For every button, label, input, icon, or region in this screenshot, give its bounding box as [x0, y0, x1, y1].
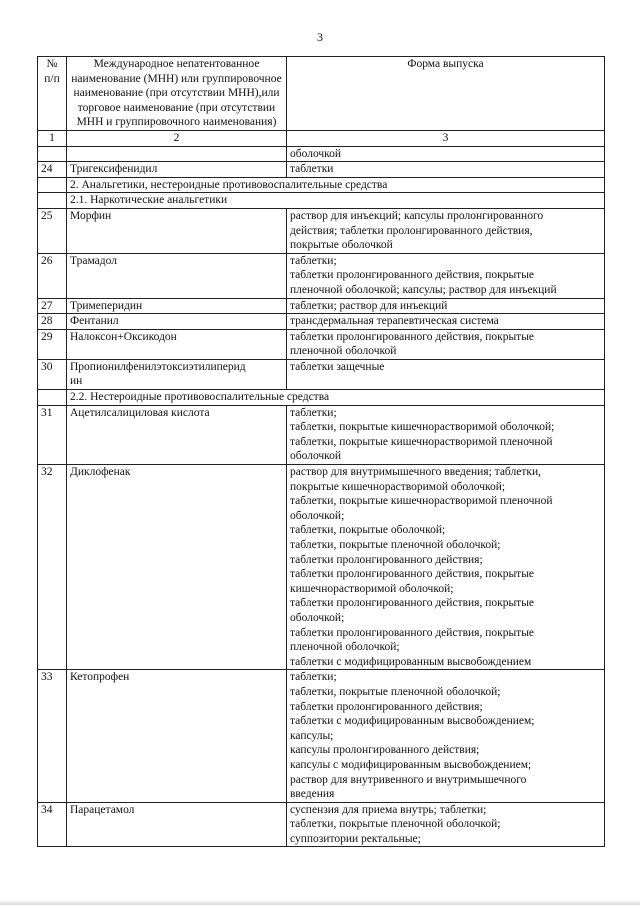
column-index-row — [38, 130, 605, 146]
release-form-line: таблетки с модифицированным высвобождением; — [290, 715, 535, 728]
drug-name: Ацетилсалициловая кислота — [67, 405, 287, 464]
row-number: 34 — [38, 802, 67, 847]
column-index: 3 — [287, 130, 605, 146]
table-row — [38, 670, 605, 802]
section-row — [38, 177, 605, 193]
row-number: 31 — [38, 405, 67, 464]
release-form-line: таблетки пролонгированного действия, покрытые — [290, 597, 535, 610]
release-form-line: таблетки защечные — [290, 360, 385, 373]
release-form-line: таблетки; раствор для инъекций — [290, 299, 448, 312]
release-form-line: таблетки, покрытые пленочной оболочкой; — [290, 818, 501, 831]
release-form-line: покрытые оболочкой — [290, 239, 393, 252]
drug-name: Трамадол — [67, 253, 287, 298]
release-form — [287, 298, 605, 314]
release-form-line: введения — [290, 788, 335, 801]
release-form-line: таблетки с модифицированным высвобождением — [290, 655, 532, 668]
release-form — [287, 359, 605, 389]
release-form-line: суспензия для приема внутрь; таблетки; — [290, 803, 487, 816]
release-form-line: таблетки, покрытые кишечнорастворимой оболочкой; — [290, 421, 555, 434]
release-form-line: пленочной оболочкой; капсулы; раствор для инъекций — [290, 283, 557, 296]
release-form-line: раствор для инъекций; капсулы пролонгированного — [290, 209, 544, 222]
table-row — [38, 208, 605, 253]
release-form-line: трансдермальная терапевтическая система — [290, 315, 499, 328]
release-form-line: таблетки; — [290, 406, 337, 419]
release-form — [287, 405, 605, 464]
section-row — [38, 390, 605, 406]
release-form-line: пленочной оболочкой; — [290, 641, 400, 654]
release-form-line: таблетки, покрытые кишечнорастворимой пленочной — [290, 495, 553, 508]
row-number: 26 — [38, 253, 67, 298]
release-form-line: капсулы с модифицированным высвобождением; — [290, 758, 532, 771]
page-number: 3 — [317, 30, 323, 44]
release-form-line: таблетки, покрытые пленочной оболочкой; — [290, 685, 501, 698]
header-form: Форма выпуска — [287, 57, 605, 131]
table-row — [38, 162, 605, 178]
release-form-line: оболочкой — [290, 450, 342, 463]
table-row — [38, 253, 605, 298]
release-form-line: пленочной оболочкой — [290, 345, 397, 358]
release-form-line: таблетки пролонгированного действия, покрытые — [290, 568, 535, 581]
release-form-line: оболочкой; — [290, 611, 345, 624]
row-number: 28 — [38, 314, 67, 330]
section-title: 2. Анальгетики, нестероидные противовоспалительные средства — [67, 177, 605, 193]
release-form — [287, 670, 605, 802]
table-row — [38, 802, 605, 847]
row-number: 33 — [38, 670, 67, 802]
medicine-table — [37, 56, 605, 847]
row-number: 27 — [38, 298, 67, 314]
release-form-line: таблетки, покрытые оболочкой; — [290, 524, 446, 537]
table-row — [38, 359, 605, 389]
drug-name: Морфин — [67, 208, 287, 253]
release-form — [287, 465, 605, 670]
column-index: 2 — [67, 130, 287, 146]
release-form-line: раствор для внутривенного и внутримышечного — [290, 773, 527, 786]
release-form-line: действия; таблетки пролонгированного действия, — [290, 224, 533, 237]
release-form-line: капсулы пролонгированного действия; — [290, 744, 480, 757]
release-form-line: раствор для внутримышечного введения; таблетки, — [290, 466, 541, 479]
release-form-line: таблетки; — [290, 254, 337, 267]
release-form — [287, 162, 605, 178]
release-form-line: таблетки пролонгированного действия; — [290, 700, 483, 713]
table-row — [38, 314, 605, 330]
section-title: 2.2. Нестероидные противовоспалительные средства — [67, 390, 605, 406]
row-number: 24 — [38, 162, 67, 178]
drug-name: Диклофенак — [67, 465, 287, 670]
release-form-line: оболочкой; — [290, 509, 345, 522]
drug-name: Кетопрофен — [67, 670, 287, 802]
release-form-line: таблетки пролонгированного действия, покрытые — [290, 626, 535, 639]
release-form-line: таблетки пролонгированного действия; — [290, 553, 483, 566]
drug-name: Парацетамол — [67, 802, 287, 847]
continuation-row — [38, 146, 605, 162]
release-form — [287, 253, 605, 298]
release-form-line: таблетки пролонгированного действия, покрытые — [290, 330, 535, 343]
release-form-line: таблетки, покрытые кишечнорастворимой пленочной — [290, 435, 553, 448]
release-form-line: капсулы; — [290, 729, 334, 742]
drug-name: Фентанил — [67, 314, 287, 330]
release-form — [287, 329, 605, 359]
section-title: 2.1. Наркотические анальгетики — [67, 193, 605, 209]
release-form-line: таблетки; — [290, 671, 337, 684]
row-number: 32 — [38, 465, 67, 670]
row-number: 25 — [38, 208, 67, 253]
section-row — [38, 193, 605, 209]
release-form — [287, 208, 605, 253]
row-number: 29 — [38, 329, 67, 359]
release-form — [287, 314, 605, 330]
release-form-line: суппозитории ректальные; — [290, 832, 421, 845]
table-row — [38, 405, 605, 464]
drug-name: Налоксон+Оксикодон — [67, 329, 287, 359]
table-row — [38, 465, 605, 670]
row-number: 30 — [38, 359, 67, 389]
continuation-text: оболочкой — [287, 146, 605, 162]
release-form-line: таблетки пролонгированного действия, покрытые — [290, 269, 535, 282]
release-form-line: покрытые кишечнорастворимой оболочкой; — [290, 480, 506, 493]
release-form-line: таблетки — [290, 163, 334, 176]
release-form-line: кишечнорастворимой оболочкой; — [290, 582, 454, 595]
release-form-line: таблетки, покрытые пленочной оболочкой; — [290, 539, 501, 551]
column-index: 1 — [38, 130, 67, 146]
table-row — [38, 329, 605, 359]
drug-name: Пропионилфенилэтоксиэтилиперид ин — [67, 359, 287, 389]
header-num: № п/п — [38, 57, 67, 131]
table-header-row — [38, 57, 605, 131]
table-row — [38, 298, 605, 314]
drug-name: Тримеперидин — [67, 298, 287, 314]
release-form — [287, 802, 605, 847]
drug-name: Тригексифенидил — [67, 162, 287, 178]
scan-edge — [0, 900, 640, 905]
header-name: Международное непатентованное наименование (МНН) или группировочное наименование (при отсутствии МНН),или торговое наименование (при отсутствии МНН и группировочного наименования) — [67, 57, 287, 131]
